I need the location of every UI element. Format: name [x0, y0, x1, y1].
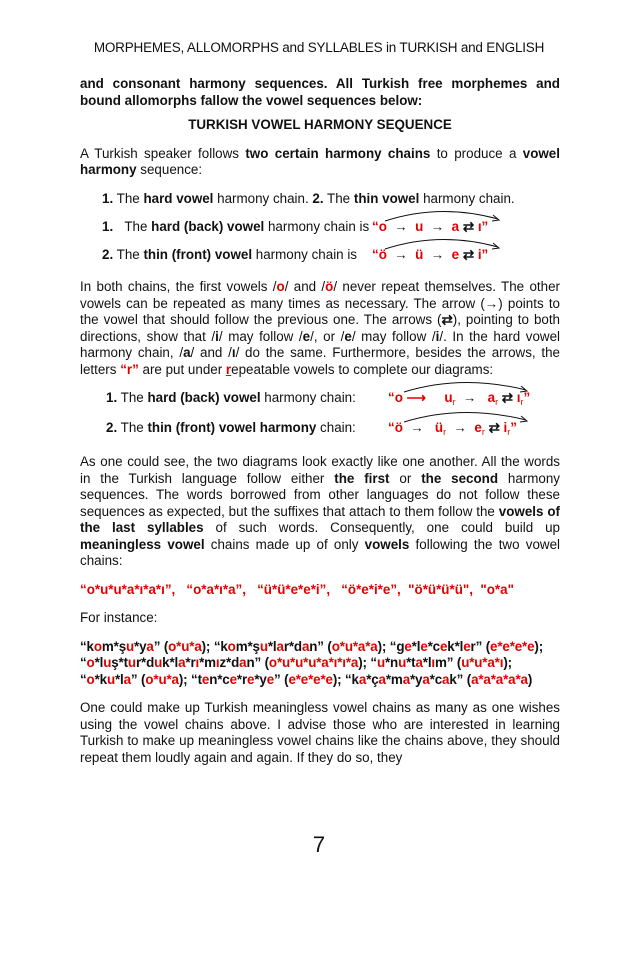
word-segment: *l	[94, 655, 104, 670]
word-segment: );	[534, 638, 544, 654]
vowel-highlight: a*a*a*a*a	[471, 671, 528, 687]
paragraph-4: One could make up Turkish meaningless vowel chains as many as one wishes using the vowel chains above. I advise those who are interested in learning Turkish to make up meaningless vowel chains like the chains above, they should repeat them loudly again and again. If they do so, they	[80, 700, 560, 765]
word-segment: k*l	[162, 655, 179, 670]
vowel-highlight: o	[93, 638, 102, 654]
vowel-highlight: u	[126, 638, 135, 654]
for-instance-label: For instance:	[80, 610, 158, 625]
thin-vowel-diagram: 2. The thin (front) vowel harmony chain: “ö → $ü_r \to e_r$ ⇄ $i_r$”	[80, 420, 560, 442]
vowel-highlight: a	[178, 655, 186, 670]
vowel-highlight: a	[422, 671, 430, 687]
vowel-chains-line: “o*u*u*a*ı*a*ı”, “o*a*ı*a”, “ü*ü*e*e*i”, “ö*e*i*e”, "ö*ü*ü*ü", "o*a"	[80, 581, 514, 597]
vowel-highlight: a	[442, 671, 450, 687]
page-body	[80, 76, 560, 766]
word-segment: *l	[411, 638, 421, 654]
word-segment: r*d	[283, 638, 302, 654]
word-segment: ” (	[153, 638, 169, 654]
thin-chain-sequence: “ö → ü → e ⇄ i”	[372, 247, 489, 262]
vowel-highlight: o*u*a	[145, 671, 179, 687]
hard-diagram-sequence: “o ⟶ $u_r$ → $a_r$ ⇄ $ı_r$”	[388, 390, 531, 407]
paragraph-3: As one could see, the two diagrams look exactly like one another. All the words in the Turkish language follow either the first or the second harmony sequences. The words borrowed from other languages do not follow these sequences as expected, but the suffixes that attach to them follow the vowels of the last syllables of such words. Consequently, one could build up meaningless vowel chains made up of only vowels following the two vowel chains:	[80, 454, 561, 568]
thin-diagram-sequence: “ö → $ü_r \to e_r$ ⇄ $i_r$”	[388, 420, 517, 437]
vowel-highlight: ı	[215, 655, 220, 670]
vowel-highlight: u	[376, 655, 385, 670]
word-segment: k” (	[449, 671, 472, 687]
chain-list: 1. The hard vowel harmony chain. 2. The thin vowel harmony chain.	[102, 190, 515, 206]
vowel-highlight: a	[415, 655, 423, 670]
vowel-highlight: u*u*a*ı	[461, 655, 504, 670]
word-segment: n*c	[209, 671, 230, 687]
word-segment: *l	[114, 671, 124, 687]
vowel-highlight: e*e*e*e	[490, 638, 535, 654]
vowel-highlight: e	[266, 671, 275, 687]
word-segment: ” (	[130, 671, 146, 687]
word-segment: *m	[385, 671, 403, 687]
vowel-highlight: e	[439, 638, 448, 654]
vowel-highlight: u	[127, 655, 136, 670]
vowel-highlight: a	[402, 671, 410, 687]
word-segment: m*ş	[235, 638, 260, 654]
vowel-highlight: u	[103, 655, 112, 670]
vowel-highlight: u	[259, 638, 268, 654]
word-segment: m*ş	[101, 638, 126, 654]
vowel-highlight: e	[201, 671, 210, 687]
vowel-highlight: o*u*a	[168, 638, 202, 654]
vowel-highlight: a	[146, 638, 154, 654]
vowel-highlight: a	[239, 655, 247, 670]
paragraph-2: In both chains, the first vowels /o/ and /ö/ never repeat themselves. The other vowels can be repeated as many times as necessary. The arrow (→) points to the vowel that should follow the previous one. The arrows (⇄), pointing to both directions, show that /i/ may follow /e/, or /e/ may follow /i/. In the hard vowel harmony chain, /a/ and /ı/ do the same. Furthermore, besides the arrows, the letters “r” are put under repeatable vowels to complete our diagrams:	[80, 279, 561, 377]
word-segment: “k	[80, 638, 94, 654]
vowel-highlight: e	[229, 671, 237, 687]
intro-paragraph: and consonant harmony sequences. All Turkish free morphemes and bound allomorphs fallow the vowel sequences below:	[80, 76, 560, 108]
word-segment: *m	[199, 655, 216, 670]
vowel-highlight: a	[378, 671, 386, 687]
vowel-highlight: e	[247, 671, 255, 687]
word-segment: ); “k	[332, 671, 359, 687]
example-row-1	[80, 639, 560, 656]
word-segment: “	[80, 671, 87, 687]
word-segment: r” (	[470, 638, 491, 654]
vowel-highlight: o	[86, 655, 95, 670]
section-title: TURKISH VOWEL HARMONY SEQUENCE	[188, 117, 452, 132]
example-row-3	[80, 672, 560, 689]
word-segment: *r	[185, 655, 196, 670]
running-header: MORPHEMES, ALLOMORPHS and SYLLABLES in TURKISH and ENGLISH	[93, 40, 545, 55]
word-segment: k*l	[447, 638, 464, 654]
word-segment: *l	[267, 638, 277, 654]
hard-vowel-chain-line: 1. The hard (back) vowel harmony chain is “o → u → a ⇄ ı”	[80, 219, 560, 239]
word-segment: ş*t	[111, 655, 128, 670]
hard-vowel-diagram: 1. The hard (back) vowel harmony chain: “o ⟶ $u_r$ → $a_r$ ⇄ $ı_r$”	[80, 390, 560, 412]
vowel-highlight: e	[420, 638, 428, 654]
word-segment: ); “t	[178, 671, 202, 687]
word-segment: *y	[254, 671, 267, 687]
vowel-highlight: ı	[195, 655, 200, 670]
vowel-highlight: a	[358, 671, 367, 687]
thin-vowel-chain-line: 2. The thin (front) vowel harmony chain is “ö → ü → e ⇄ i”	[80, 247, 560, 267]
vowel-highlight: o	[227, 638, 236, 654]
word-segment: *y	[410, 671, 423, 687]
word-segment: *n	[384, 655, 399, 670]
vowel-highlight: ı	[431, 655, 435, 670]
word-segment: *c	[427, 638, 440, 654]
vowel-highlight: u	[398, 655, 407, 670]
word-segment: z*d	[219, 655, 240, 670]
word-segment: r*d	[135, 655, 155, 670]
vowel-highlight: o*u*u*u*a*ı*ı*a	[268, 655, 359, 670]
word-segment: *k	[94, 671, 107, 687]
hard-chain-sequence: “o → u → a ⇄ ı”	[372, 219, 489, 234]
word-segment: )	[527, 671, 533, 687]
vowel-highlight: e	[404, 638, 412, 654]
vowel-highlight: e	[463, 638, 471, 654]
vowel-highlight: u	[106, 671, 115, 687]
vowel-highlight: a	[301, 638, 310, 654]
word-segment: n” (	[246, 655, 269, 670]
vowel-highlight: e*e*e*e	[288, 671, 333, 687]
word-segment: ” (	[274, 671, 289, 687]
paragraph-1: A Turkish speaker follows two certain harmony chains to produce a vowel harmony sequence:	[80, 145, 560, 177]
vowel-highlight: a	[276, 638, 284, 654]
word-segment: );	[503, 655, 512, 670]
word-segment: ); “k	[201, 638, 228, 654]
example-row-2	[80, 655, 560, 672]
word-segment: *ç	[366, 671, 379, 687]
word-segment: *c	[429, 671, 443, 687]
vowel-highlight: o	[86, 671, 95, 687]
vowel-highlight: a	[123, 671, 131, 687]
word-segment: ); “	[358, 655, 377, 670]
page-number: 7	[312, 832, 326, 857]
vowel-highlight: o*u*a*a	[331, 638, 378, 654]
word-segment: n” (	[309, 638, 332, 654]
word-segment: *y	[134, 638, 147, 654]
word-segment: ); “g	[377, 638, 405, 654]
word-segment: “	[80, 655, 87, 670]
vowel-highlight: u	[154, 655, 163, 670]
word-segment: *t	[406, 655, 416, 670]
word-segment: m” (	[435, 655, 462, 670]
word-segment: *l	[422, 655, 432, 670]
word-segment: *r	[236, 671, 248, 687]
